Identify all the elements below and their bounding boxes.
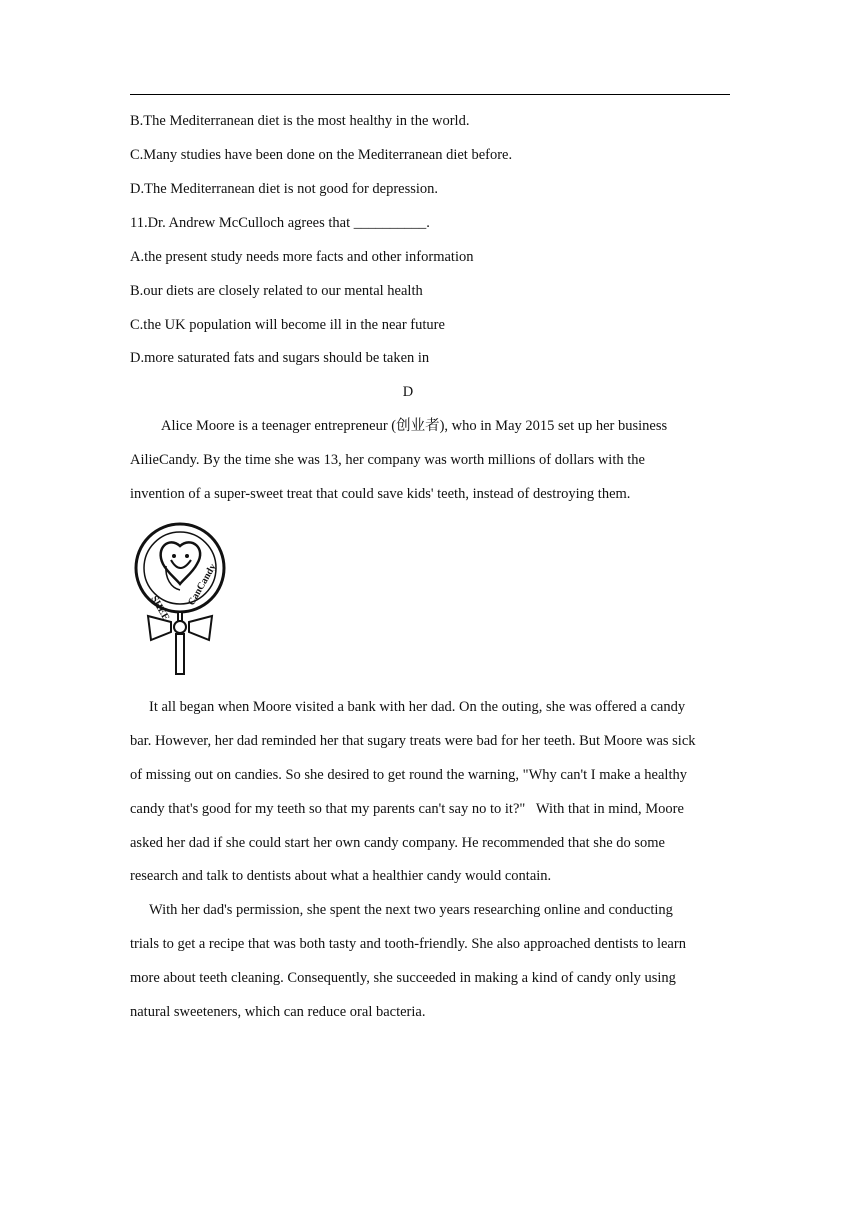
- para3-line-4: natural sweeteners, which can reduce oral bacteria.: [130, 1004, 426, 1020]
- logo-text-left: SHEE: [148, 594, 172, 623]
- option-q10-c: C.Many studies have been done on the Mediterranean diet before.: [130, 147, 513, 163]
- para3-line-3: more about teeth cleaning. Consequently, she succeeded in making a kind of candy only using: [130, 970, 676, 986]
- question-11-stem: 11.Dr. Andrew McCulloch agrees that __________.: [130, 215, 430, 231]
- para1-line-2: AilieCandy. By the time she was 13, her company was worth millions of dollars with the: [130, 452, 645, 468]
- para1-line-3: invention of a super-sweet treat that could save kids' teeth, instead of destroying them.: [130, 486, 631, 502]
- logo-text-right: CanCandy: [186, 562, 219, 608]
- para2-line-3: of missing out on candies. So she desired to get round the warning, "Why can't I make a healthy: [130, 767, 687, 783]
- option-q10-d: D.The Mediterranean diet is not good for depression.: [130, 181, 439, 197]
- para2-line-2: bar. However, her dad reminded her that sugary treats were bad for her teeth. But Moore was sick: [130, 733, 696, 749]
- option-q11-b: B.our diets are closely related to our mental health: [130, 283, 423, 299]
- option-q11-d: D.more saturated fats and sugars should be taken in: [130, 350, 430, 366]
- para2-line-4: candy that's good for my teeth so that my parents can't say no to it?" With that in mind, Moore: [130, 801, 684, 817]
- para3-line-1: With her dad's permission, she spent the next two years researching online and conducting: [149, 902, 673, 918]
- para3-line-2: trials to get a recipe that was both tasty and tooth-friendly. She also approached dentists to learn: [130, 936, 686, 952]
- para1-line-1: Alice Moore is a teenager entrepreneur (创业者), who in May 2015 set up her business: [161, 418, 668, 434]
- option-q10-b: B.The Mediterranean diet is the most healthy in the world.: [130, 113, 470, 129]
- section-label: D: [402, 384, 414, 400]
- option-q11-a: A.the present study needs more facts and other information: [130, 249, 474, 265]
- para2-line-5: asked her dad if she could start her own candy company. He recommended that she do some: [130, 835, 665, 851]
- option-q11-c: C.the UK population will become ill in the near future: [130, 317, 445, 333]
- para2-line-6: research and talk to dentists about what a healthier candy would contain.: [130, 868, 552, 884]
- para2-line-1: It all began when Moore visited a bank with her dad. On the outing, she was offered a candy: [149, 699, 686, 715]
- lollipop-logo-icon: [133, 518, 233, 678]
- header-rule: [130, 94, 730, 95]
